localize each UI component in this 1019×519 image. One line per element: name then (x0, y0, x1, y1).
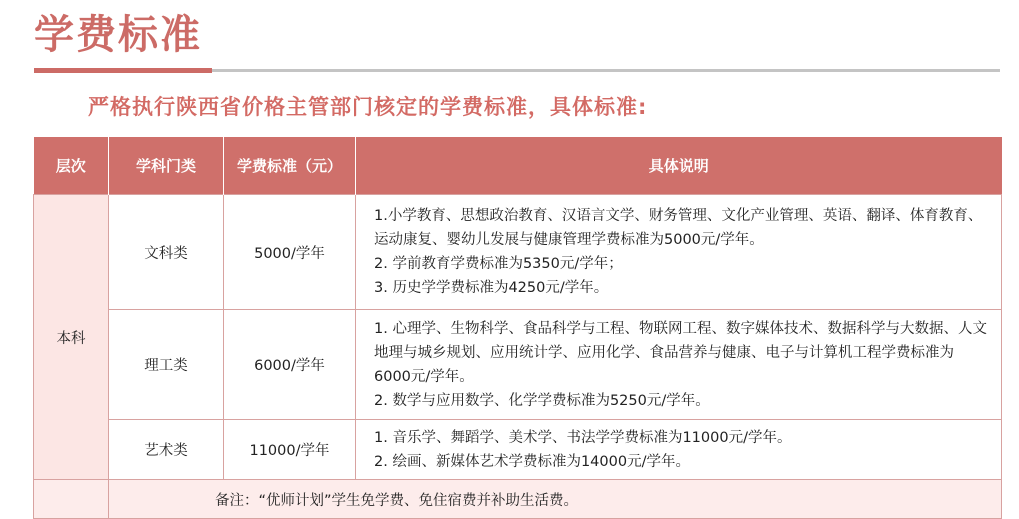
description-line: 2. 学前教育学费标准为5350元/学年； (374, 256, 623, 272)
fee-cell: 6000/学年 (224, 310, 356, 420)
description-line: 1.小学教育、思想政治教育、汉语言文学、财务管理、文化产业管理、英语、翻译、体育教育、运动康复、婴幼儿发展与健康管理学费标准为5000元/学年。 (374, 208, 983, 248)
note-text: 备注：“优师计划”学生免学费、免住宿费并补助生活费。 (109, 480, 1002, 519)
header-description: 具体说明 (356, 137, 1002, 195)
description-cell (356, 420, 1002, 480)
description-line: 3. 历史学学费标准为4250元/学年。 (374, 280, 609, 296)
category-cell: 文科类 (109, 195, 224, 310)
table-row (34, 420, 1002, 480)
description-line: 2. 绘画、新媒体艺术学费标准为14000元/学年。 (374, 453, 690, 470)
note-spacer-cell (34, 480, 109, 519)
description-cell (356, 310, 1002, 420)
description-line: 1. 音乐学、舞蹈学、美术学、书法学学费标准为11000元/学年。 (374, 429, 792, 446)
fee-cell: 5000/学年 (224, 195, 356, 310)
table-header-row (34, 137, 1002, 195)
fee-cell: 11000/学年 (224, 420, 356, 480)
header-fee: 学费标准（元） (224, 137, 356, 195)
page-title: 学费标准 (34, 12, 202, 58)
description-line: 2. 数学与应用数学、化学学费标准为5250元/学年。 (374, 392, 710, 409)
category-cell: 理工类 (109, 310, 224, 420)
title-underline-accent (34, 68, 212, 73)
subtitle: 严格执行陕西省价格主管部门核定的学费标准，具体标准: (88, 95, 648, 119)
header-category: 学科门类 (109, 137, 224, 195)
table-row (34, 310, 1002, 420)
level-cell: 本科 (34, 195, 109, 480)
fee-table (33, 137, 1002, 519)
description-line: 1. 心理学、生物科学、食品科学与工程、物联网工程、数字媒体技术、数据科学与大数据、人文地理与城乡规划、应用统计学、应用化学、食品营养与健康、电子与计算机工程学费标准为6000元/学年。 (374, 320, 987, 385)
category-cell: 艺术类 (109, 420, 224, 480)
note-row (34, 480, 1002, 519)
title-underline-rule (212, 69, 1000, 72)
table-row (34, 195, 1002, 310)
header-level: 层次 (34, 137, 109, 195)
description-cell (356, 195, 1002, 310)
title-underline (34, 68, 1000, 73)
